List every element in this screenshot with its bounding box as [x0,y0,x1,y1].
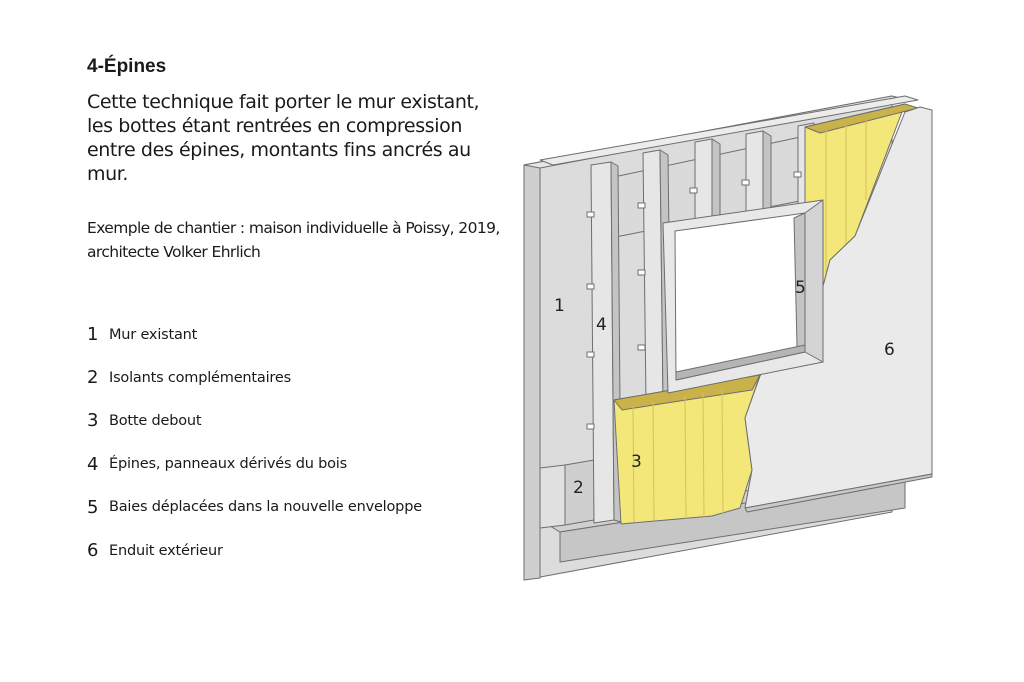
diagram-label-1: 1 [554,296,565,316]
straw-bales-lower [614,375,760,524]
legend-label: Baies déplacées dans la nouvelle enveloppe [109,499,422,516]
legend-number: 1 [87,324,99,346]
legend-number: 6 [87,540,99,562]
diagram-label-6: 6 [884,340,895,360]
legend-label: Épines, panneaux dérivés du bois [109,456,347,473]
legend-label: Botte debout [109,412,202,429]
diagram-label-2: 2 [573,478,584,498]
legend-label: Enduit extérieur [109,542,223,559]
legend-number: 5 [87,496,99,518]
legend-number: 3 [87,410,99,432]
diagram-label-3: 3 [631,452,642,472]
legend-label: Isolants complémentaires [109,369,291,386]
diagram-label-4: 4 [596,315,607,335]
site-example: Exemple de chantier : maison individuelle à Poissy, 2019, architecte Volker Ehrlich [87,219,500,261]
legend-number: 4 [87,453,99,475]
complementary-insulation [540,460,594,528]
technique-description: Cette technique fait porter le mur existant, les bottes étant rentrées en compression entre des épines, montants fins ancrés au mur. [87,91,480,185]
legend-label: Mur existant [109,326,198,343]
diagram-label-5: 5 [795,278,806,298]
page-title: 4-Épines [87,56,167,77]
legend-number: 2 [87,367,99,389]
